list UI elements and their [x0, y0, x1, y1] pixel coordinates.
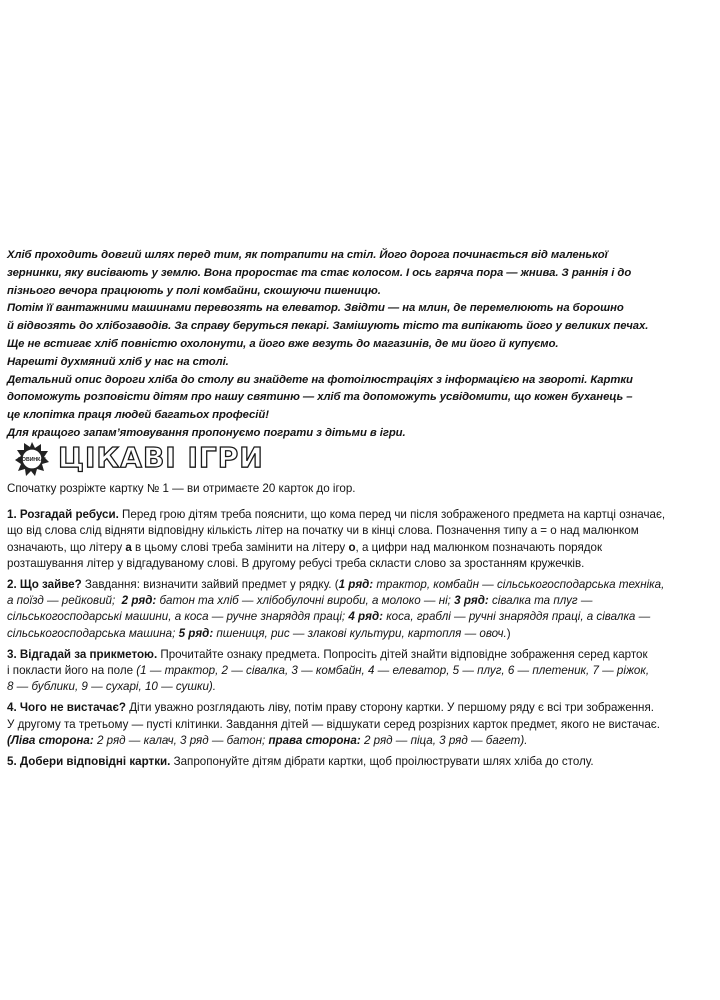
intro-paragraph [7, 372, 712, 425]
text-line: Ще не встигає хліб повністю охолонути, а його вже везуть до магазинів, де ми його й купуємо. [7, 337, 559, 350]
row-label: 4 ряд: [348, 610, 383, 624]
game-title: 1. Розгадай ребуси. [7, 508, 119, 522]
lead-line: Спочатку розріжте картку № 1 — ви отримаєте 20 карток до ігор. [7, 482, 356, 495]
letter-o: о [348, 540, 356, 554]
text-span: Діти уважно розглядають ліву, потім праву сторону картки. У першому ряду є всі три зображення. [125, 701, 654, 715]
game-guess-by-sign [7, 647, 712, 696]
game-match-cards [7, 754, 712, 770]
text-line: Нарешті духмяний хліб у нас на столі. [7, 355, 229, 368]
text-span: коса, граблі — ручні знаряддя праці, а сівалка — [382, 610, 651, 624]
text-span: Перед грою дітям треба пояснити, що кома перед чи після зображеного предмета на картці означає, [118, 508, 666, 522]
intro-paragraph [7, 300, 712, 371]
intro-paragraph [7, 247, 712, 300]
text-span: 2 ряд — калач, 3 ряд — батон; [93, 733, 269, 747]
text-line: Хліб проходить довгий шлях перед тим, як потрапити на стіл. Його дорога починається від маленької [7, 249, 608, 261]
section-heading [14, 441, 314, 481]
text-span: , а цифри над малюнком позначають порядок [355, 540, 603, 554]
letter-a: а [125, 540, 132, 554]
side-label: права сторона: [268, 733, 361, 747]
row-label: 5 ряд: [178, 626, 214, 640]
text-span: 2 ряд — піца, 3 ряд — багет). [360, 733, 528, 747]
game-rebus [7, 507, 712, 572]
text-span: ) [506, 626, 511, 640]
row-label: 1 ряд: [338, 578, 374, 592]
game-title: 2. Що зайве? [7, 578, 82, 592]
text-span: пшениця, рис — злакові культури, картопля — овоч. [213, 626, 507, 640]
text-span: трактор, комбайн — сільськогосподарська техніка, [373, 578, 665, 592]
text-line: пізнього вечора працюють у полі комбайни, скошуючи пшеницю. [7, 284, 381, 297]
text-line: це клопітка праця людей багатьох професій! [7, 409, 269, 422]
text-span: означають, що літеру [7, 540, 126, 554]
text-span: батон та хліб — хлібобулочні вироби, а молоко — ні; [156, 594, 451, 608]
text-span: Запропонуйте дітям дібрати картки, щоб проілюструвати шлях хліба до столу. [170, 755, 594, 769]
text-span: в цьому слові треба замінити на літеру [131, 540, 349, 554]
game-title: 4. Чого не вистачає? [7, 701, 126, 715]
text-line: й відвозять до хлібозаводів. За справу беруться пекарі. Замішують тісто та випікають його у великих печах. [7, 320, 649, 333]
game-title: 3. Відгадай за прикметою. [7, 647, 158, 661]
game-odd-one-out [7, 577, 712, 642]
text-span: і покласти його на поле [7, 664, 137, 678]
games-text [7, 481, 712, 775]
text-span: а поїзд — рейковий; [7, 594, 116, 608]
text-span: що від слова слід відняти відповідну кількість літер на початку чи в кінці слова. Позначення типу а = о над малюнком [7, 524, 639, 538]
text-span: сівалка та плуг — [488, 594, 593, 608]
row-label: 3 ряд: [454, 594, 489, 608]
text-span: 8 — бублики, 9 — сухарі, 10 — сушки). [7, 680, 216, 694]
text-span: Прочитайте ознаку предмета. Попросіть дітей знайти відповідне зображення серед карток [157, 647, 648, 661]
text-span: (1 — трактор, 2 — сівалка, 3 — комбайн, 4 — елеватор, 5 — плуг, 6 — плетеник, 7 — ріжок, [136, 664, 650, 678]
text-span: сільськогосподарська машина; [7, 626, 176, 640]
text-line: Для кращого запам’ятовування пропонуємо пограти з дітьми в ігри. [7, 426, 406, 439]
text-span: ( [7, 733, 11, 747]
intro-text [7, 247, 712, 443]
row-label: 2 ряд: [121, 594, 157, 608]
text-line: Потім її вантажними машинами перевозять на елеватор. Звідти — на млин, де перемелюють на борошно [7, 302, 624, 315]
side-label: Ліва сторона: [10, 733, 94, 747]
text-line: зернинки, яку висівають у землю. Вона проростає та стає колосом. І ось гаряча пора — жнива. З раннія і до [7, 266, 632, 279]
text-line: Детальний опис дороги хліба до столу ви знайдете на фотоілюстраціях з інформацією на звороті. Картки [7, 373, 633, 386]
section-title: ЦІКАВІ ІГРИ [58, 441, 264, 474]
game-whats-missing [7, 700, 712, 749]
text-line: допоможуть розповісти дітям про нашу святиню — хліб та допоможуть усвідомити, що кожен буханець – [7, 391, 633, 404]
game-title: 5. Добери відповідні картки. [7, 755, 171, 769]
text-span: сільськогосподарські машини, а коса — ручне знаряддя праці; [7, 610, 346, 624]
text-span: Завдання: визначити зайвий предмет у рядку. ( [81, 578, 339, 592]
text-span: розташування літер у відгадуваному слові. В другому ребусі треба скласти слово за зростанням кружечків. [7, 556, 585, 570]
badge-label: НОВИНКА! [18, 457, 46, 463]
text-span: У другому та третьому — пусті клітинки. Завдання дітей — відшукати серед розрізних карток предмет, якого не вистачає. [7, 717, 660, 731]
badge-icon [14, 441, 50, 477]
